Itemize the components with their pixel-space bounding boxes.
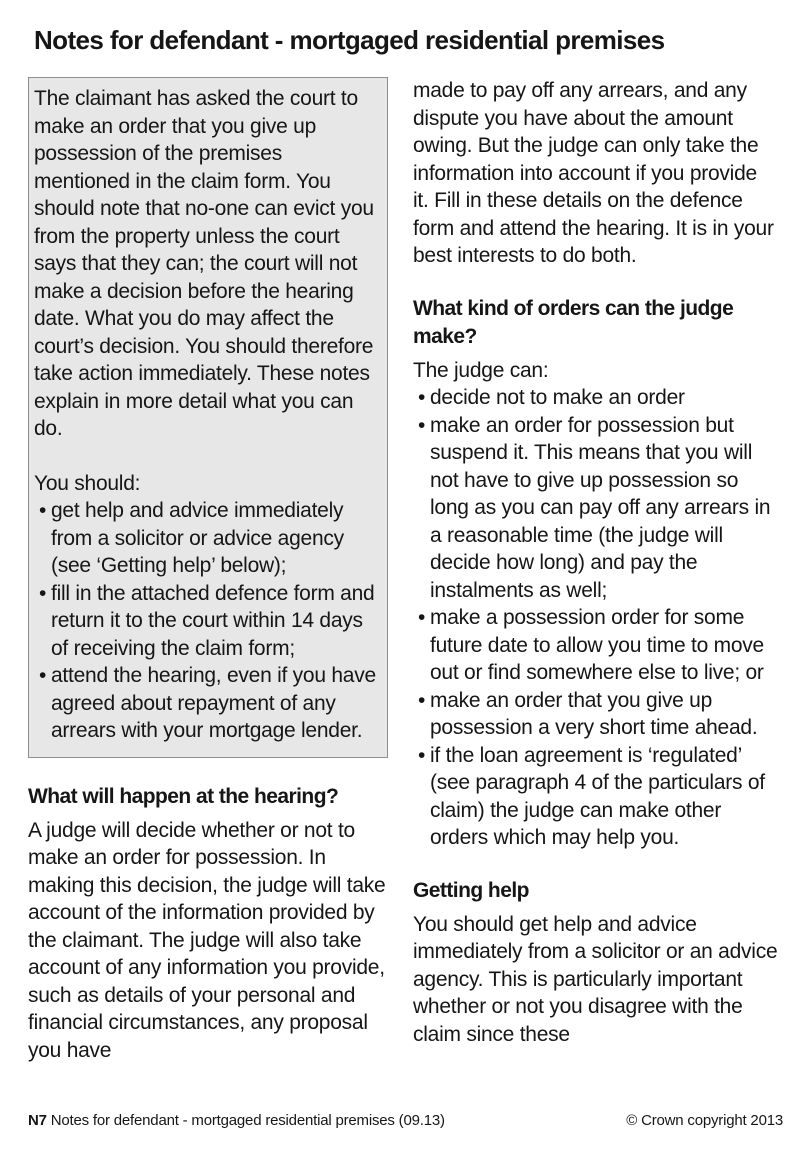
- footer-form-reference: [28, 1112, 445, 1130]
- notice-list-intro: You should:: [34, 471, 141, 495]
- list-item: • make an order for possession but suspend it. This means that you will not have to give up possession so long as you can pay off any arrears in a reasonable time (the judge will decide how long) and pay the instalments as well;: [413, 412, 778, 605]
- list-item: • attend the hearing, even if you have agreed about repayment of any arrears with your mortgage lender.: [34, 662, 383, 745]
- notice-paragraph: The claimant has asked the court to make an order that you give up possession of the premises mentioned in the claim form. You should note that no-one can evict you from the property unless the court says that they can; the court will not make a decision before the hearing date. What you do may affect the court’s decision. You should therefore take action immediately. These notes explain in more detail what you can do.: [34, 87, 374, 440]
- notice-bullet-list: [34, 497, 383, 745]
- section-heading-hearing: What will happen at the hearing?: [28, 784, 339, 808]
- section-heading-orders: What kind of orders can the judge make?: [413, 296, 734, 348]
- left-column: [28, 77, 388, 1064]
- orders-bullet-list: [413, 384, 778, 852]
- footer-copyright: © Crown copyright 2013: [626, 1112, 783, 1129]
- notice-box: [28, 77, 388, 758]
- list-item: • get help and advice immediately from a solicitor or advice agency (see ‘Getting help’ below);: [34, 497, 383, 580]
- list-item: • make a possession order for some future date to allow you time to move out or find somewhere else to live; or: [413, 604, 778, 687]
- hearing-paragraph: A judge will decide whether or not to make an order for possession. In making this decision, the judge will take account of the information provided by the claimant. The judge will also take account of any information you provide, such as details of your personal and financial circumstances, any proposal you have: [28, 818, 386, 1062]
- section-heading-getting-help: Getting help: [413, 878, 529, 902]
- list-item: • decide not to make an order: [413, 384, 778, 412]
- right-column: [413, 77, 778, 1064]
- document-page: [0, 24, 800, 1160]
- getting-help-paragraph: You should get help and advice immediately from a solicitor or an advice agency. This is particularly important whether or not you disagree with the claim since these: [413, 912, 778, 1046]
- page-footer: [28, 1112, 783, 1130]
- orders-list-intro: The judge can:: [413, 358, 549, 382]
- list-item: • fill in the attached defence form and return it to the court within 14 days of receiving the claim form;: [34, 580, 383, 663]
- two-column-layout: [28, 77, 778, 1064]
- list-item: • if the loan agreement is ‘regulated’ (see paragraph 4 of the particulars of claim) the judge can make other orders which may help you.: [413, 742, 778, 852]
- continuation-paragraph: made to pay off any arrears, and any dispute you have about the amount owing. But the judge can only take the information into account if you provide it. Fill in these details on the defence form and attend the hearing. It is in your best interests to do both.: [413, 79, 774, 267]
- page-title: Notes for defendant - mortgaged residential premises: [34, 25, 665, 55]
- form-code: N7: [28, 1112, 47, 1129]
- list-item: • make an order that you give up possession a very short time ahead.: [413, 687, 778, 742]
- footer-form-title: Notes for defendant - mortgaged residential premises (09.13): [46, 1112, 445, 1129]
